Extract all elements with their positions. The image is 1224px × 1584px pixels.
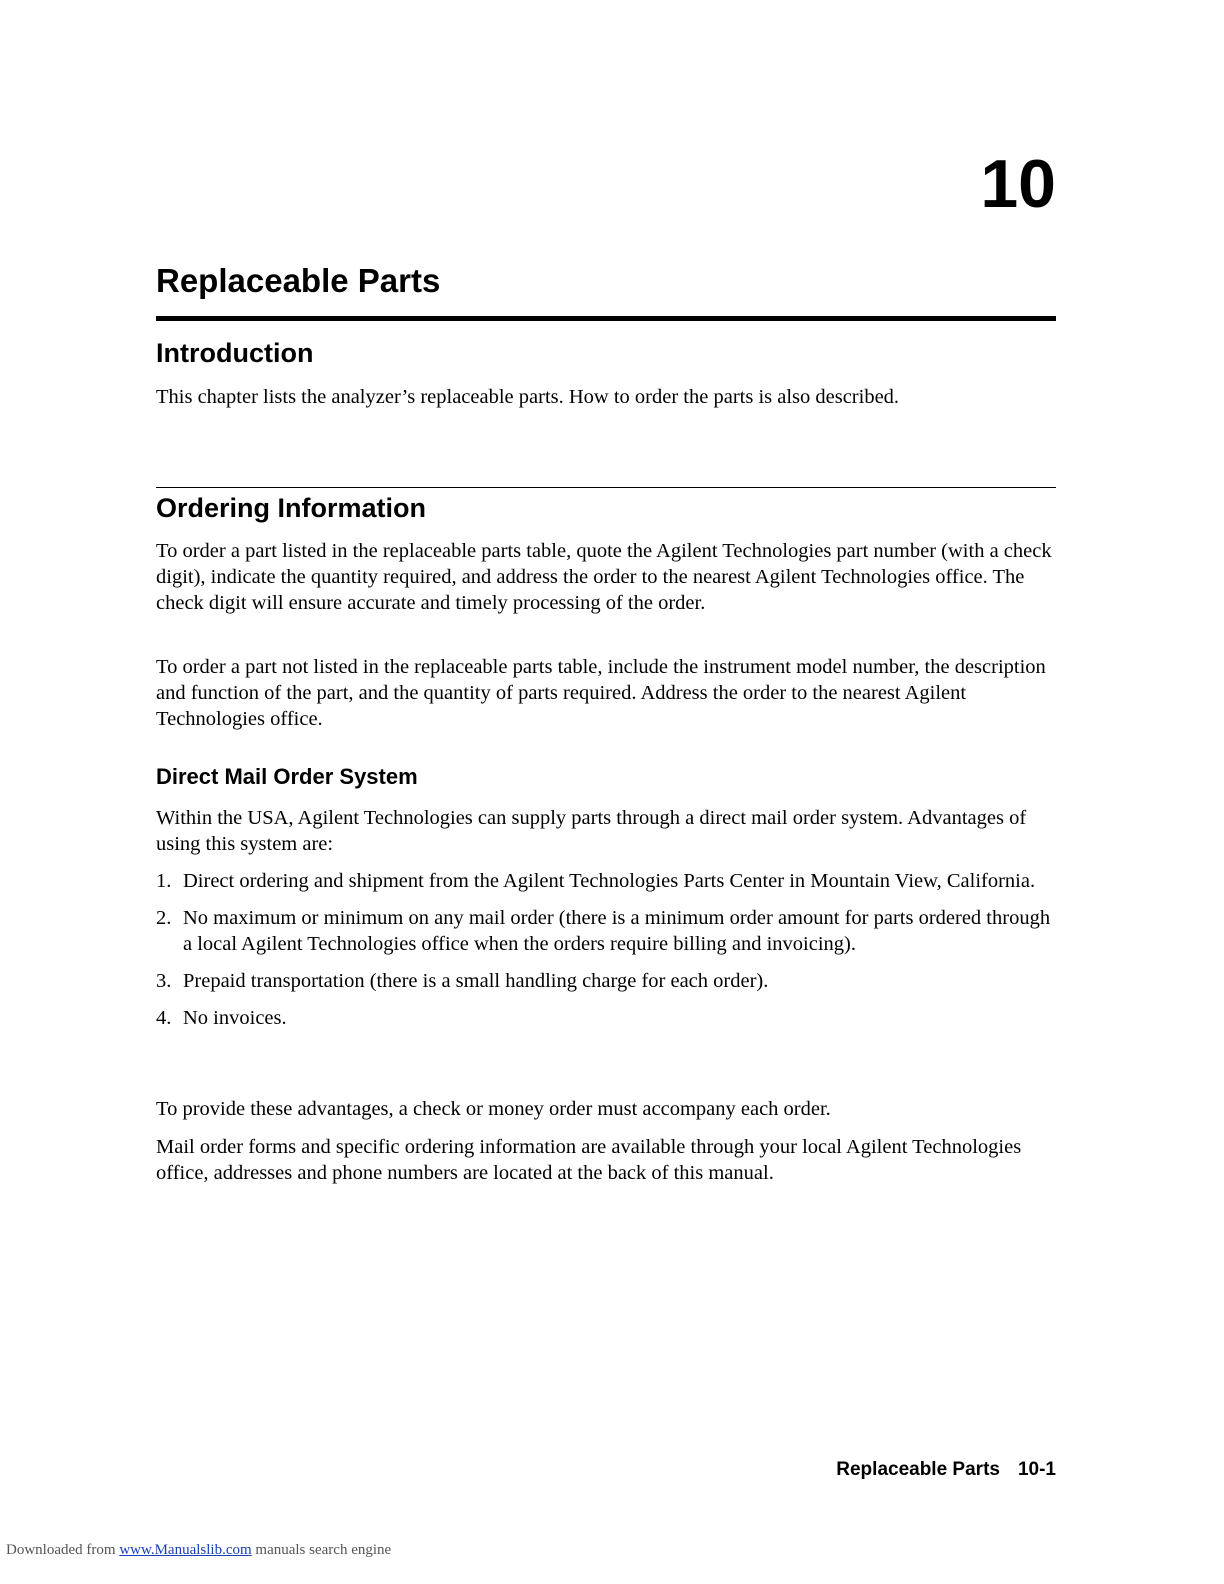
introduction-text: This chapter lists the analyzer’s replaceable parts. How to order the parts is also described.	[156, 386, 900, 408]
ordering-paragraph-2: To order a part not listed in the replaceable parts table, include the instrument model number, the description and function of the part, and the quantity of parts required. Address the order to the nearest Agilent Technologies office.	[156, 656, 1046, 730]
advantages-list	[156, 868, 1056, 1042]
list-item-text: Prepaid transportation (there is a small handling charge for each order).	[183, 970, 769, 992]
list-item-text: No invoices.	[183, 1007, 287, 1029]
list-item-number: 2.	[156, 907, 172, 929]
chapter-title-rule	[156, 316, 1056, 321]
list-item	[156, 968, 1056, 994]
list-item	[156, 905, 1056, 957]
introduction-heading: Introduction	[156, 338, 314, 368]
section-divider	[156, 487, 1056, 488]
list-item-number: 4.	[156, 1007, 172, 1029]
download-suffix: manuals search engine	[255, 1542, 392, 1558]
direct-mail-intro: Within the USA, Agilent Technologies can supply parts through a direct mail order system. Advantages of using this system are:	[156, 807, 1027, 855]
chapter-number: 10	[980, 146, 1056, 222]
list-item-number: 3.	[156, 970, 172, 992]
direct-mail-heading: Direct Mail Order System	[156, 764, 418, 789]
footer-section-title: Replaceable Parts	[836, 1459, 1000, 1480]
chapter-title: Replaceable Parts	[156, 262, 441, 299]
page-footer	[836, 1459, 1056, 1481]
download-note	[6, 1542, 391, 1559]
advantages-requirement: To provide these advantages, a check or money order must accompany each order.	[156, 1098, 831, 1120]
ordering-information-heading: Ordering Information	[156, 493, 426, 523]
mail-order-forms-note: Mail order forms and specific ordering information are available through your local Agilent Technologies office, addresses and phone numbers are located at the back of this manual.	[156, 1136, 1022, 1184]
list-item	[156, 1005, 1056, 1031]
list-item	[156, 868, 1056, 894]
download-prefix: Downloaded from	[6, 1542, 116, 1558]
list-item-text: No maximum or minimum on any mail order (there is a minimum order amount for parts ordered through a local Agilent Technologies office when the orders require billing and invoicing).	[183, 907, 1051, 955]
ordering-paragraph-1: To order a part listed in the replaceable parts table, quote the Agilent Technologies part number (with a check digit), indicate the quantity required, and address the order to the nearest Agilent Technologies office. The check digit will ensure accurate and timely processing of the order.	[156, 540, 1052, 614]
footer-page-number: 10-1	[1017, 1459, 1056, 1480]
manualslib-link[interactable]: www.Manualslib.com	[119, 1542, 252, 1558]
list-item-number: 1.	[156, 870, 172, 892]
list-item-text: Direct ordering and shipment from the Agilent Technologies Parts Center in Mountain View, California.	[183, 870, 1036, 892]
